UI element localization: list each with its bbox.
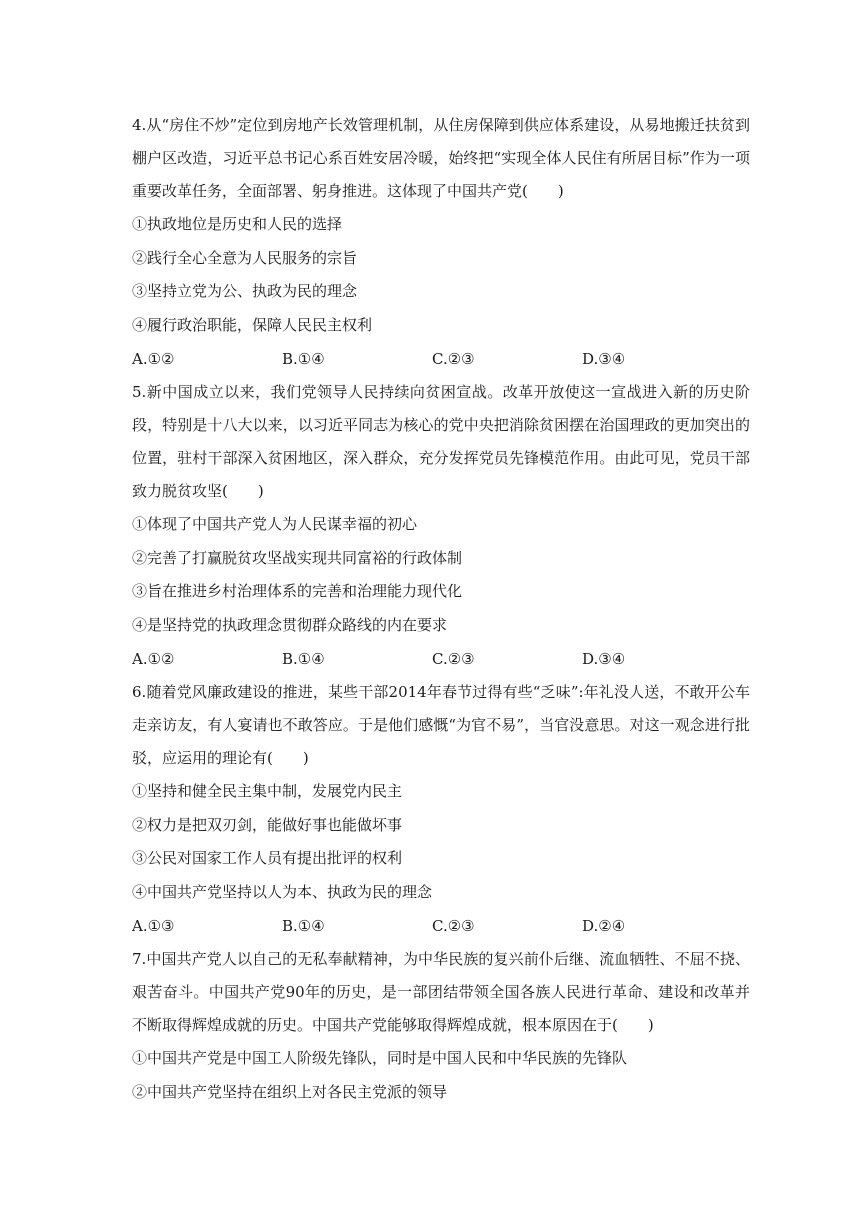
choice-a[interactable]: A.①③ xyxy=(132,917,175,935)
option-item: ②权力是把双刃剑，能做好事也能做坏事 xyxy=(132,815,403,834)
choice-d[interactable]: D.③④ xyxy=(582,650,626,668)
choice-a[interactable]: A.①② xyxy=(132,650,175,668)
question-stem: 7.中国共产党人以自己的无私奉献精神，为中华民族的复兴前仆后继、流血牺牲、不屈不挠、艰苦奋斗。中国共产党90年的历史，是一部团结带领全国各族人民进行革命、建设和改革并不断取得辉煌成就的历史。中国共产党能够取得辉煌成就，根本原因在于( ) xyxy=(132,950,750,1034)
question-6 xyxy=(132,676,750,943)
option-item: ③坚持立党为公、执政为民的理念 xyxy=(132,282,358,300)
question-5 xyxy=(132,376,750,676)
option-item: ②完善了打赢脱贫攻坚战实现共同富裕的行政体制 xyxy=(132,548,463,567)
option-item: ①中国共产党是中国工人阶级先锋队，同时是中国人民和中华民族的先锋队 xyxy=(132,1049,628,1067)
option-item: ④是坚持党的执政理念贯彻群众路线的内在要求 xyxy=(132,615,448,634)
choice-b[interactable]: B.①④ xyxy=(282,917,325,935)
question-7 xyxy=(132,943,750,1109)
option-item: ②中国共产党坚持在组织上对各民主党派的领导 xyxy=(132,1082,448,1101)
question-stem: 5.新中国成立以来，我们党领导人民持续向贫困宣战。改革开放使这一宣战进入新的历史阶段，特别是十八大以来，以习近平同志为核心的党中央把消除贫困摆在治国理政的更加突出的位置，驻村干部深入贫困地区，深入群众，充分发挥党员先锋模范作用。由此可见，党员干部致力脱贫攻坚( ) xyxy=(132,383,750,500)
option-item: ③公民对国家工作人员有提出批评的权利 xyxy=(132,849,403,867)
option-item: ②践行全心全意为人民服务的宗旨 xyxy=(132,248,358,267)
option-item: ①体现了中国共产党人为人民谋幸福的初心 xyxy=(132,515,418,533)
option-item: ③旨在推进乡村治理体系的完善和治理能力现代化 xyxy=(132,582,463,600)
choice-d[interactable]: D.②④ xyxy=(582,917,626,935)
choice-b[interactable]: B.①④ xyxy=(282,350,325,368)
answer-choices xyxy=(132,909,750,943)
choice-c[interactable]: C.②③ xyxy=(432,917,475,935)
choice-c[interactable]: C.②③ xyxy=(432,350,475,368)
option-item: ①坚持和健全民主集中制，发展党内民主 xyxy=(132,782,403,800)
question-stem: 4.从“房住不炒”定位到房地产长效管理机制，从住房保障到供应体系建设，从易地搬迁扶贫到棚户区改造，习近平总书记心系百姓安居冷暖，始终把“实现全体人民住有所居目标”作为一项重要改革任务，全面部署、躬身推进。这体现了中国共产党( ) xyxy=(132,116,750,200)
choice-b[interactable]: B.①④ xyxy=(282,650,325,668)
option-item: ④中国共产党坚持以人为本、执政为民的理念 xyxy=(132,882,433,901)
choice-d[interactable]: D.③④ xyxy=(582,350,626,368)
choice-a[interactable]: A.①② xyxy=(132,350,175,368)
option-item: ①执政地位是历史和人民的选择 xyxy=(132,215,343,233)
choice-c[interactable]: C.②③ xyxy=(432,650,475,668)
question-stem: 6.随着党风廉政建设的推进，某些干部2014年春节过得有些“乏味”:年礼没人送，不敢开公车走亲访友，有人宴请也不敢答应。于是他们感慨“为官不易”，当官没意思。对这一观念进行批驳，应运用的理论有( ) xyxy=(132,683,750,767)
answer-choices xyxy=(132,342,750,376)
option-item: ④履行政治职能，保障人民民主权利 xyxy=(132,315,373,334)
answer-choices xyxy=(132,642,750,676)
question-4 xyxy=(132,109,750,376)
